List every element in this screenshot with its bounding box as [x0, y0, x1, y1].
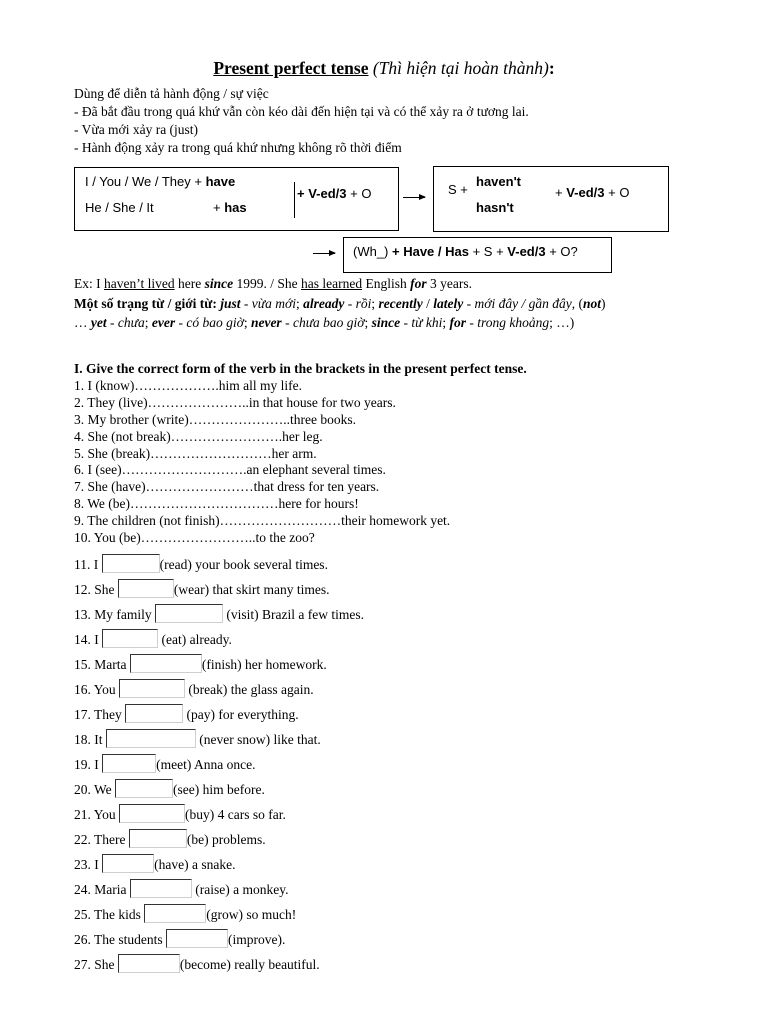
- exercise-item: [74, 879, 288, 898]
- adverb-segment: - trong khoảng: [466, 315, 550, 330]
- exercise-item-subject: 21. You: [74, 807, 120, 822]
- aff-verb-plus: +: [297, 186, 309, 201]
- adverb-segment: , (: [571, 296, 583, 311]
- q-tail: + O?: [545, 244, 578, 259]
- exercise-item-subject: 13. My family: [74, 607, 155, 622]
- aff-line-2-subjects: He / She / It: [85, 200, 154, 215]
- exercise-item-subject: 23. I: [74, 857, 103, 872]
- neg-verb: V-ed/3: [566, 185, 605, 200]
- example-havent-lived: haven’t lived: [104, 276, 175, 291]
- exercise-item: [74, 729, 321, 748]
- exercise-item-rest: (finish) her homework.: [201, 657, 327, 672]
- adverbs-list-1: [217, 296, 606, 311]
- answer-input[interactable]: [125, 704, 183, 723]
- exercise-item: [74, 854, 235, 873]
- exercise-item-rest: (improve).: [228, 932, 286, 947]
- example-mid-1: here: [174, 276, 205, 291]
- exercise-item-subject: 14. I: [74, 632, 103, 647]
- adverb-segment: yet: [90, 315, 107, 330]
- adverbs-line-1: [74, 296, 605, 312]
- exercise-item-subject: 15. Marta: [74, 657, 130, 672]
- example-mid-2: 1999. / She: [233, 276, 301, 291]
- exercise-item: 6. I (see)……………………….an elephant several times.: [74, 462, 386, 477]
- adverb-segment: - chưa: [106, 315, 145, 330]
- aff-verb: V-ed/3: [308, 186, 347, 201]
- adverb-segment: recently: [378, 296, 423, 311]
- answer-input[interactable]: [106, 729, 196, 748]
- exercise-item-subject: 19. I: [74, 757, 103, 772]
- exercise-item: [74, 954, 320, 973]
- exercise-item-subject: 18. It: [74, 732, 106, 747]
- exercise-item-rest: (pay) for everything.: [183, 707, 299, 722]
- exercise-item-subject: 24. Maria: [74, 882, 130, 897]
- exercise-item: 9. The children (not finish)………………………their homework yet.: [74, 513, 451, 528]
- exercise-item: 3. My brother (write)…………………..three books.: [74, 412, 356, 427]
- exercise-item: 10. You (be)……………………..to the zoo?: [74, 530, 315, 545]
- exercise-item: [74, 804, 286, 823]
- aff-tail: + O: [346, 186, 372, 201]
- exercise-item-rest: (visit) Brazil a few times.: [223, 607, 364, 622]
- answer-input[interactable]: [102, 629, 158, 648]
- q-wh: (Wh_): [353, 244, 392, 259]
- exercise-item-rest: (meet) Anna once.: [156, 757, 256, 772]
- exercise-item: [74, 579, 329, 598]
- adverb-segment: for: [449, 315, 467, 330]
- neg-havent: haven't: [476, 174, 521, 189]
- intro-line-2: - Đã bắt đầu trong quá khứ vẫn còn kéo dài đến hiện tại và có thể xảy ra ở tương lai.: [74, 104, 529, 119]
- exercise-item-rest: (see) him before.: [173, 782, 265, 797]
- exercise-item: [74, 754, 255, 773]
- exercise-item: [74, 629, 232, 648]
- adverb-segment: ): [600, 296, 606, 311]
- adverb-segment: /: [422, 296, 434, 311]
- exercise-item-rest: (read) your book several times.: [159, 557, 328, 572]
- example-mid-3: English: [362, 276, 411, 291]
- aff-line-1: [85, 174, 235, 189]
- exercise-item: [74, 929, 285, 948]
- exercise-item-rest: (never snow) like that.: [195, 732, 321, 747]
- exercise-item-rest: (eat) already.: [158, 632, 232, 647]
- neg-hasnt: hasn't: [476, 200, 514, 215]
- exercise-item: [74, 704, 299, 723]
- arrow-right-icon: [313, 253, 335, 254]
- intro-line-1: Dùng để diễn tả hành động / sự việc: [74, 86, 269, 101]
- adverb-segment: - có bao giờ: [175, 315, 244, 330]
- adverb-segment: ;: [144, 315, 152, 330]
- exercise-item-rest: (grow) so much!: [206, 907, 297, 922]
- example-prefix: Ex: I: [74, 276, 104, 291]
- title-main: Present perfect tense: [213, 58, 369, 78]
- answer-input[interactable]: [102, 854, 154, 873]
- exercise-item-subject: 26. The students: [74, 932, 166, 947]
- answer-input[interactable]: [129, 829, 187, 848]
- exercise-item-subject: 11. I: [74, 557, 102, 572]
- intro-line-3: - Vừa mới xảy ra (just): [74, 122, 199, 137]
- exercise-item-subject: 12. She: [74, 582, 118, 597]
- adverb-segment: - vừa mới: [240, 296, 296, 311]
- page-title: [0, 58, 768, 79]
- exercise-item: [74, 554, 328, 573]
- answer-input[interactable]: [115, 779, 173, 798]
- exercise-item-rest: (buy) 4 cars so far.: [185, 807, 286, 822]
- neg-tail: + O: [604, 185, 630, 200]
- example-since: since: [204, 276, 234, 291]
- exercise-item: [74, 604, 364, 623]
- exercise-item: [74, 829, 266, 848]
- exercise-item: [74, 679, 314, 698]
- aff-have: have: [205, 174, 236, 189]
- aff-bracket: [294, 182, 295, 218]
- exercise-item-subject: 27. She: [74, 957, 118, 972]
- example-end: 3 years.: [426, 276, 472, 291]
- exercise-item: 2. They (live)…………………..in that house for two years.: [74, 395, 396, 410]
- adverbs-line-2: [74, 315, 574, 331]
- answer-input[interactable]: [119, 804, 185, 823]
- exercise-item-rest: (be) problems.: [186, 832, 266, 847]
- example-for: for: [410, 276, 427, 291]
- adverb-segment: - chưa bao giờ: [281, 315, 365, 330]
- exercise-item: 5. She (break)………………………her arm.: [74, 446, 317, 461]
- adverb-segment: just: [220, 296, 241, 311]
- exercise-item: 1. I (know)……………….him all my life.: [74, 378, 302, 393]
- example-line: [74, 276, 472, 292]
- aff-line-2: [213, 200, 247, 215]
- title-colon: :: [548, 58, 555, 78]
- exercise-item: [74, 654, 327, 673]
- adverbs-label: Một số trạng từ / giới từ:: [74, 296, 217, 311]
- answer-input[interactable]: [155, 604, 223, 623]
- exercise-item-subject: 20. We: [74, 782, 116, 797]
- exercise-item-rest: (have) a snake.: [154, 857, 236, 872]
- adverb-segment: ;: [442, 315, 450, 330]
- q-aux: + Have / Has: [392, 244, 469, 259]
- adverb-segment: ;: [243, 315, 251, 330]
- aff-verb-part: [297, 186, 371, 201]
- exercise-item-rest: (become) really beautiful.: [179, 957, 320, 972]
- adverb-segment: lately: [433, 296, 464, 311]
- adverb-segment: never: [250, 315, 282, 330]
- adverb-segment: not: [582, 296, 601, 311]
- answer-input[interactable]: [119, 679, 185, 698]
- answer-input[interactable]: [102, 754, 156, 773]
- answer-input[interactable]: [144, 904, 206, 923]
- adverb-segment: since: [371, 315, 401, 330]
- intro-line-4: - Hành động xảy ra trong quá khứ nhưng không rõ thời điểm: [74, 140, 402, 155]
- title-vietnamese: (Thì hiện tại hoàn thành): [372, 58, 549, 78]
- exercise-item: [74, 904, 296, 923]
- exercise-item: [74, 779, 265, 798]
- negative-formula-box: [433, 166, 669, 232]
- aff-line-1-subjects: I / You / We / They +: [85, 174, 206, 189]
- adverb-segment: - từ khi: [400, 315, 443, 330]
- exercise-item-rest: (raise) a monkey.: [191, 882, 289, 897]
- adverb-segment: - mới đây / gần đây: [463, 296, 572, 311]
- exercise-heading: I. Give the correct form of the verb in the brackets in the present perfect tense.: [74, 361, 527, 376]
- exercise-item-subject: 16. You: [74, 682, 120, 697]
- neg-verb-part: [555, 185, 629, 200]
- answer-input[interactable]: [166, 929, 228, 948]
- aff-line-2-plus: +: [213, 200, 225, 215]
- aff-has: has: [224, 200, 247, 215]
- adverb-segment: ; …): [549, 315, 575, 330]
- arrow-right-icon: [403, 197, 425, 198]
- answer-input[interactable]: [102, 554, 160, 573]
- adverb-segment: ;: [295, 296, 304, 311]
- adverb-segment: …: [74, 315, 91, 330]
- adverb-segment: already: [303, 296, 345, 311]
- example-has-learned: has learned: [300, 276, 363, 291]
- question-formula: [353, 244, 578, 259]
- exercise-item-subject: 25. The kids: [74, 907, 145, 922]
- answer-input[interactable]: [118, 579, 174, 598]
- exercise-item: 7. She (have)……………………that dress for ten years.: [74, 479, 380, 494]
- answer-input[interactable]: [118, 954, 180, 973]
- exercise-item: 8. We (be)……………………………here for hours!: [74, 496, 359, 511]
- answer-input[interactable]: [130, 654, 202, 673]
- exercise-item: 4. She (not break)…………………….her leg.: [74, 429, 323, 444]
- adverb-segment: ever: [151, 315, 176, 330]
- adverb-segment: - rồi: [344, 296, 372, 311]
- exercise-item-subject: 17. They: [74, 707, 126, 722]
- adverb-segment: ;: [371, 296, 379, 311]
- answer-input[interactable]: [130, 879, 192, 898]
- q-verb: V-ed/3: [507, 244, 546, 259]
- neg-plus: +: [555, 185, 567, 200]
- q-mid: + S +: [468, 244, 508, 259]
- neg-subject: S +: [448, 182, 468, 197]
- exercise-item-rest: (break) the glass again.: [185, 682, 314, 697]
- adverb-segment: ;: [364, 315, 372, 330]
- exercise-item-rest: (wear) that skirt many times.: [173, 582, 330, 597]
- exercise-item-subject: 22. There: [74, 832, 129, 847]
